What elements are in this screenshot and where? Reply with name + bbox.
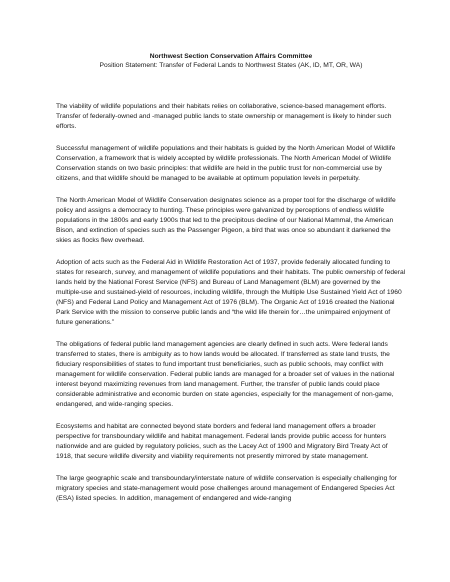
paragraph: The viability of wildlife populations and their habitats relies on collaborative, science-based management efforts. Transfer of federally-owned and -managed public lands to state ownership or management is likely to hinder such efforts.	[56, 103, 392, 130]
paragraph: Ecosystems and habitat are connected beyond state borders and federal land management offers a broader perspective for transboundary wildlife and habitat management. Federal lands provide public access for hunters nationwide and are guided by regulatory policies, such as the Lacey Act of 1900 and Migratory Bird Treaty Act of 1918, that secure wildlife diversity and viability requirements not presently mirrored by state management.	[56, 423, 388, 460]
paragraph: The large geographic scale and transboundary/interstate nature of wildlife conservation is especially challenging for migratory species and state-management would pose challenges around management of Endangered Species Act (ESA) listed species. In addition, management of endangered and wide-ranging	[56, 475, 397, 502]
paragraph: The obligations of federal public land management agencies are clearly defined in such acts. Were federal lands transferred to states, there is ambiguity as to how lands would be allocated. If transferred as state land trusts, the fiduciary responsibilities of states to fund important trust beneficiaries, such as public schools, may conflict with management for wildlife conservation. Federal public lands are managed for a broader set of values in the national interest beyond maximizing revenues from land management. Further, the transfer of public lands could place considerable administrative and economic burden on state agencies, especially for the management of non-game, endangered, and wide-ranging species.	[56, 341, 395, 408]
document-subtitle: Position Statement: Transfer of Federal Lands to Northwest States (AK, ID, MT, OR, WA)	[99, 62, 363, 69]
paragraph: The North American Model of Wildlife Conservation designates science as a proper tool for the discharge of wildlife policy and assigns a democracy to hunting. These principles were galvanized by perceptions of endless wildlife populations in the 1800s and early 1900s that led to the precipitous decline of our National Mammal, the American Bison, and extinction of species such as the Passenger Pigeon, a bird that was once so abundant it darkened the skies as flocks flew overhead.	[56, 197, 396, 244]
document-title: Northwest Section Conservation Affairs Committee	[149, 53, 313, 60]
paragraph: Successful management of wildlife populations and their habitats is guided by the North American Model of Wildlife Conservation, a framework that is widely accepted by wildlife professionals. The North American Model of Wildlife Conservation stands on two basic principles: that wildlife are held in the public trust for non-commercial use by citizens, and that wildlife should be managed to be available at optimum population levels in perpetuity.	[56, 145, 396, 182]
paragraph: Adoption of acts such as the Federal Aid in Wildlife Restoration Act of 1937, provide federally allocated funding to states for research, survey, and management of wildlife populations and their habitats. The public ownership of federal lands held by the National Forest Service (NFS) and Bureau of Land Management (BLM) are governed by the multiple-use and sustained-yield of resources, including wildlife, through the Multiple Use Sustained Yield Act of 1960 (NFS) and Federal Land Policy and Management Act of 1976 (BLM). The Organic Act of 1916 created the National Park Service with the mission to conserve public lands and “the wild life therein for…the unimpaired enjoyment of future generations.”	[56, 259, 406, 326]
